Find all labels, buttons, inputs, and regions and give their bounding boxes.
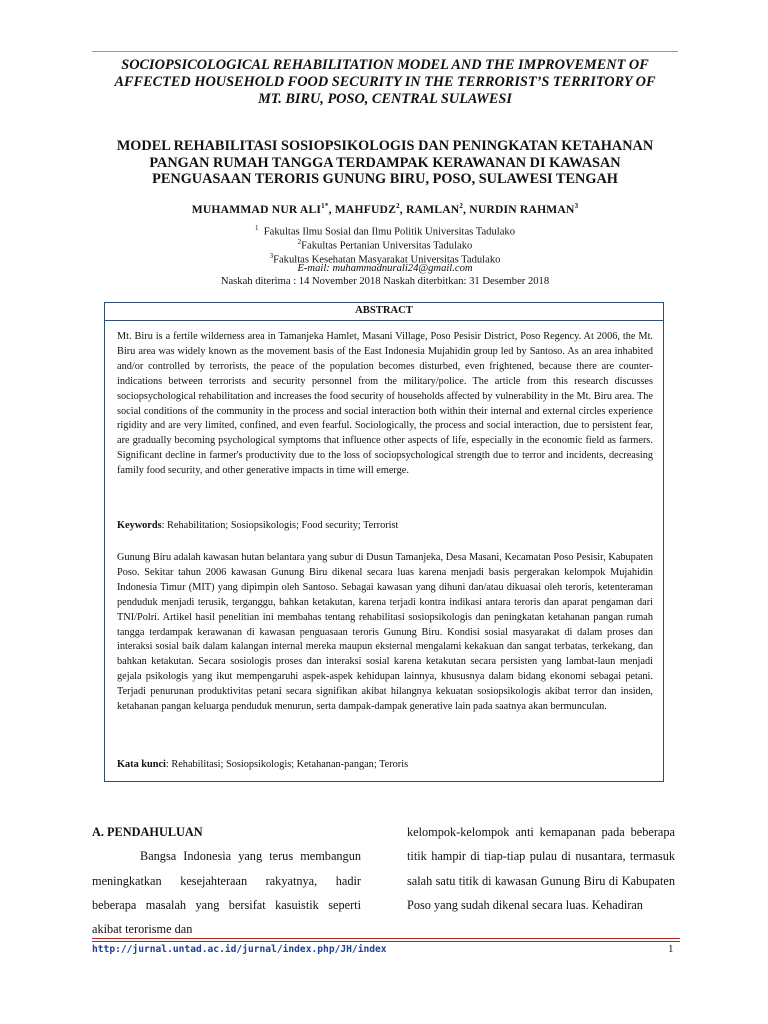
email: E-mail: muhammadnurali24@gmail.com [297, 263, 473, 274]
abstract-english-text: Mt. Biru is a fertile wilderness area in Tamanjeka Hamlet, Masani Village, Poso Pesisir District, Poso Regency. At 2006, the Mt. Biru area was widely known as the movement basis of the East Indonesia Mujahidin group led by Santoso. As an area inhabited and/or controlled by terrorists, the peace of the population becomes disturbed, even frightened, because there are counter-indications between terrorists and security personnel from the military/police. The article from this research discusses sociopsychological rehabilitation and increases the food security of households affected by vulnerability in the Mt. Biru area. The social conditions of the community in the process and social interaction both within their internal and external circles experience rigidity and are very limited, confined, and even fearful. Sociologically, the process and social interaction, due to persistent fear, are gradually becoming psychological symptoms that influence other aspects of life, especially in the economic field as farmers. Significant decline in farmer's productivity due to the loss of sociopsychological strength due to terror and incidents, decreasing family food security, and other generative impacts in time will emerge. [117, 331, 653, 477]
section-heading: A. PENDAHULUAN [92, 825, 203, 839]
right-column [407, 820, 675, 917]
right-column-text: kelompok-kelompok anti kemapanan pada beberapa titik hampir di tiap-tiap pulau di nusantara, termasuk salah satu titik di kawasan Gunung Biru di Kabupaten Poso yang sudah dikenal secara luas. Kehadiran [407, 825, 675, 912]
indonesian-title-line-1: MODEL REHABILITASI SOSIOPSIKOLOGIS DAN PENINGKATAN KETAHANAN [116, 138, 654, 154]
author-mark: 1* [321, 202, 329, 210]
author-name: NURDIN RAHMAN [469, 202, 575, 216]
affiliation-mark: 3 [269, 252, 274, 260]
author-name: MAHFUDZ [334, 202, 397, 216]
affiliation-text: Fakultas Pertanian Universitas Tadulako [301, 240, 473, 252]
english-title-line-2: AFFECTED HOUSEHOLD FOOD SECURITY IN THE TERRORIST’S TERRITORY OF [114, 74, 656, 90]
affiliation-text: Fakultas Ilmu Sosial dan Ilmu Politik Universitas Tadulako [263, 226, 516, 238]
indonesian-title [92, 138, 678, 188]
author-mark: 3 [574, 202, 579, 210]
manuscript-dates: Naskah diterima : 14 November 2018 Naskah diterbitkan: 31 Desember 2018 [220, 276, 550, 287]
abstract-box [104, 302, 664, 782]
author-name: RAMLAN [405, 202, 460, 216]
keywords-id-value: : Rehabilitasi; Sosiopsikologis; Ketahanan-pangan; Teroris [165, 759, 409, 770]
indonesian-title-line-3: PENGUASAAN TERORIS GUNUNG BIRU, POSO, SULAWESI TENGAH [152, 171, 618, 187]
affiliation-mark: 2 [297, 238, 302, 246]
journal-url-link[interactable]: http://jurnal.untad.ac.id/jurnal/index.php/JH/index [92, 944, 387, 955]
footer-rule-bottom [92, 941, 680, 942]
top-rule [92, 51, 678, 52]
abstract-english [117, 330, 653, 479]
author-name: MUHAMMAD NUR ALI [191, 202, 322, 216]
keywords-english [117, 520, 653, 531]
affiliation-text: Fakultas Kesehatan Masyarakat Universitas Tadulako [273, 254, 501, 266]
left-column [92, 820, 361, 941]
author-list: MUHAMMAD NUR $ALI^{1*}$, MAHFUDZ$^2$, RAMLAN$^2$, NURDIN RAHMAN$^3$ [191, 202, 579, 216]
keywords-value: : Rehabilitation; Sosiopsikologis; Food security; Terrorist [161, 520, 399, 531]
indonesian-title-line-2: PANGAN RUMAH TANGGA TERDAMPAK KERAWANAN DI KAWASAN [149, 154, 621, 171]
english-title [92, 57, 678, 108]
author-mark: 2 [459, 202, 464, 210]
page-number: 1 [668, 943, 674, 955]
author-mark: 2 [396, 202, 400, 210]
abstract-indonesian-text: Gunung Biru adalah kawasan hutan belantara yang subur di Dusun Tamanjeka, Desa Masani, Kecamatan Poso Pesisir, Kabupaten Poso. Sekitar tahun 2006 kawasan Gunung Biru dikenal secara luas karena menjadi basis pergerakan kelompok Mujahidin Indonesia Timur (MIT) yang dipimpin oleh Santoso. Sebagai kawasan yang dihuni dan/atau dikuasai oleh teroris, ketenteraman penduduk menjadi terusik, terganggu, bahkan ketakutan, karena terjadi kontra indikasi antara teroris dan aparat pengaman dari TNI/Polri. Artikel hasil penelitian ini membahas tentang rehabilitasi sosiopsikologis dan peningkatan ketahanan pangan rumah tangga terdampak kerawanan di kawasan penguasaan teroris Gunung Biru. Kondisi sosial masyarakat di dalam proses dan interaksi sosial baik dalam kalangan internal mereka maupun eksternal mengalami kekakuan dan sangat terbatas, terkekang, dan bahkan ketakutan. Secara sosiologis proses dan interaksi sosial karena ketakutan secara persisten yang lambat-laun menjadi gejala psikologis yang ikut mempengaruhi aspek-aspek kehidupan lainnya, khususnya dalam bidang ekonomi sebagai petani. Terjadi penurunan produktivitas petani secara signifikan akibat hilangnya kekuatan sosiopsikologis akibat terror dan insiden, ketahanan pangan keluarga penduduk menurun, serta dampak-dampak generative lain pada saatnya akan bermunculan. [117, 552, 653, 713]
keywords-indonesian [117, 759, 653, 770]
english-title-line-3: MT. BIRU, POSO, CENTRAL SULAWESI [258, 91, 512, 107]
affiliation-mark: 1 [254, 224, 259, 232]
abstract-indonesian [117, 551, 653, 715]
keywords-id-label: Kata kunci [117, 759, 166, 770]
left-column-text: Bangsa Indonesia yang terus membangun meningkatkan kesejahteraan rakyatnya, hadir beberapa masalah yang bersifat kasuistik seperti akibat terorisme dan [92, 849, 361, 937]
keywords-label: Keywords [117, 520, 162, 531]
abstract-heading: ABSTRACT [355, 305, 413, 316]
abstract-divider [105, 320, 663, 321]
left-column-paragraph [92, 844, 361, 941]
footer-rule-top [92, 938, 680, 939]
english-title-line-1: SOCIOPSICOLOGICAL REHABILITATION MODEL AND THE IMPROVEMENT OF [121, 57, 649, 73]
